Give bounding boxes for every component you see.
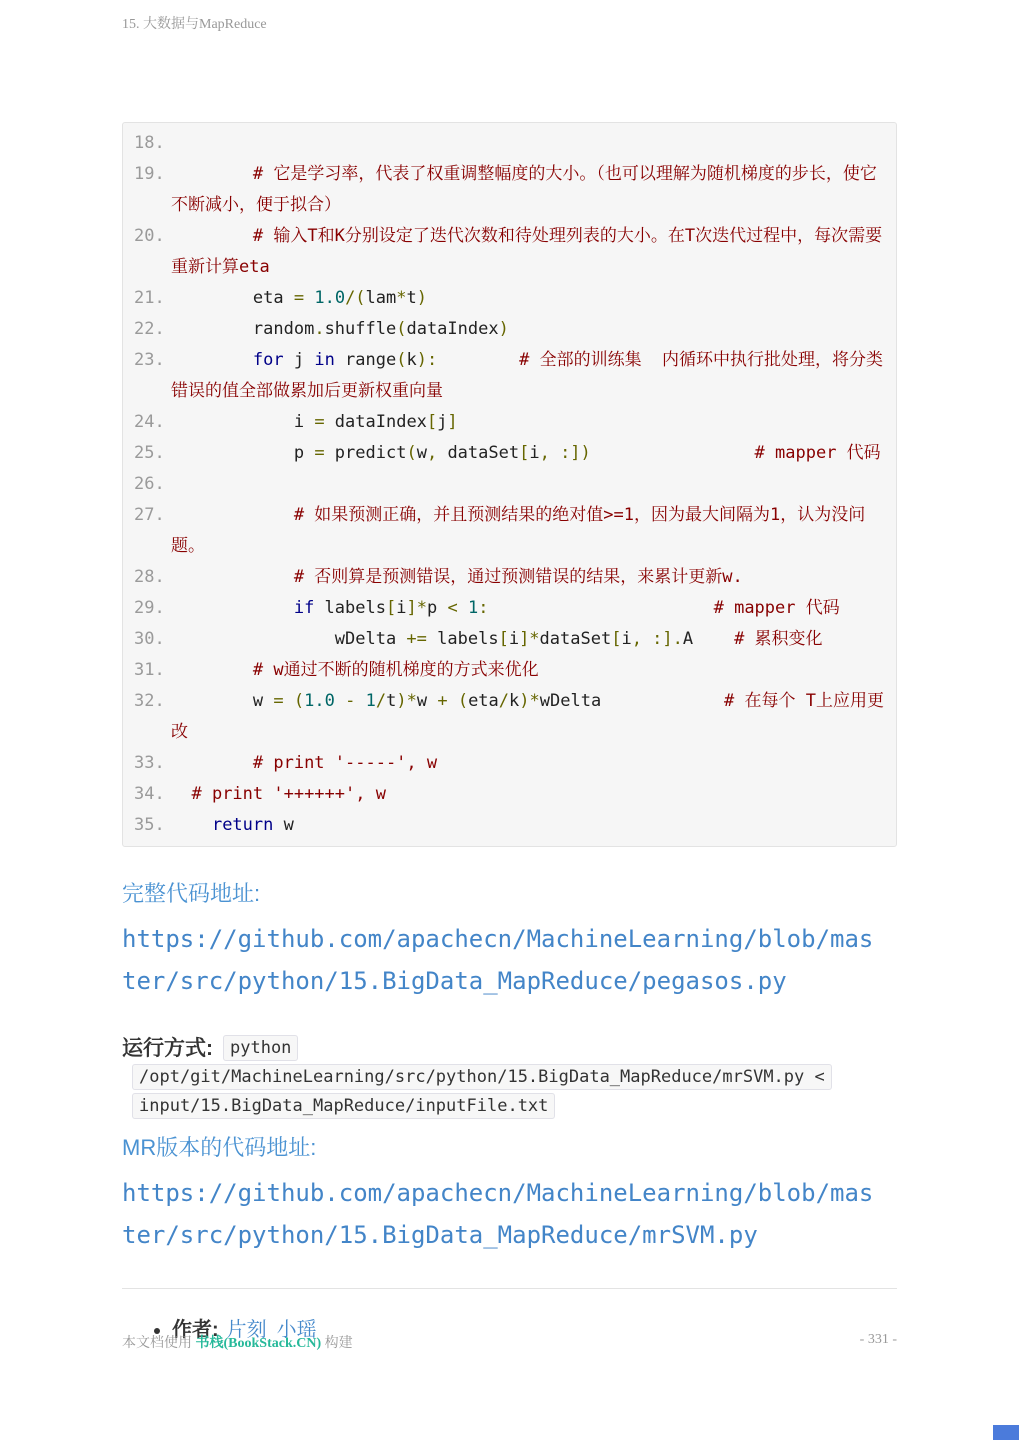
run-method-line (122, 1034, 897, 1121)
code-line (123, 655, 888, 686)
page-content (122, 122, 897, 1342)
line-number: 35. (134, 815, 165, 835)
code-line-content: p = predict(w, dataSet[i, :]) # mapper 代码 (171, 443, 881, 463)
code-line-content: random.shuffle(dataIndex) (171, 319, 509, 339)
code-line (123, 624, 888, 655)
footer-prefix: 本文档使用 (122, 1336, 196, 1351)
code-line (123, 562, 888, 593)
line-number: 27. (134, 505, 165, 525)
line-number: 22. (134, 319, 165, 339)
line-number: 19. (134, 164, 165, 184)
line-number: 26. (134, 474, 165, 494)
footer-brand-link[interactable]: 书栈(BookStack.CN) (195, 1336, 322, 1351)
full-code-url-link[interactable]: https://github.com/apachecn/MachineLearning/blob/master/src/python/15.BigData_MapReduce/pegasos.py (122, 925, 874, 995)
code-line-content: i = dataIndex[j] (171, 412, 458, 432)
code-line (123, 686, 888, 748)
line-number: 34. (134, 784, 165, 804)
code-line (123, 469, 888, 500)
code-line (123, 810, 888, 841)
code-line (123, 128, 888, 159)
code-line-content: # w通过不断的随机梯度的方式来优化 (252, 660, 539, 680)
run-method-label: 运行方式: (122, 1036, 213, 1060)
code-line-content (171, 128, 888, 159)
code-line-content: wDelta += labels[i]*dataSet[i, :].A # 累积变化 (171, 629, 823, 649)
code-line (123, 345, 888, 407)
code-line (123, 283, 888, 314)
line-number: 24. (134, 412, 165, 432)
line-number: 20. (134, 226, 165, 246)
full-code-url (122, 918, 884, 1002)
line-number: 23. (134, 350, 165, 370)
code-line (123, 407, 888, 438)
code-line (123, 593, 888, 624)
chapter-header: 15. 大数据与MapReduce (122, 17, 267, 32)
footer-build-note (122, 1332, 353, 1352)
code-line (123, 438, 888, 469)
line-number: 30. (134, 629, 165, 649)
code-line-content: # 它是学习率，代表了权重调整幅度的大小。（也可以理解为随机梯度的步长，使它不断减小，便于拟合） (171, 164, 877, 215)
code-line-content: if labels[i]*p < 1: # mapper 代码 (293, 598, 840, 618)
mr-code-label: MR版本的代码地址: (122, 1135, 317, 1160)
code-line (123, 221, 888, 283)
scrollbar-thumb[interactable] (993, 1425, 1019, 1440)
mr-code-url-link[interactable]: https://github.com/apachecn/MachineLearning/blob/master/src/python/15.BigData_MapReduce/mrSVM.py (122, 1179, 874, 1249)
code-line (123, 500, 888, 562)
code-line-content: eta = 1.0/(lam*t) (171, 288, 428, 308)
code-line (123, 748, 888, 779)
code-line (123, 779, 888, 810)
code-line-content: # 输入T和K分别设定了迭代次数和待处理列表的大小。在T次迭代过程中，每次需要重新计算eta (171, 226, 883, 277)
code-line-content: return w (211, 815, 294, 835)
line-number: 28. (134, 567, 165, 587)
code-line-content: # print '-----', w (252, 753, 438, 773)
author-link-1[interactable]: 片刻 (226, 1319, 267, 1341)
footer-suffix: 构建 (321, 1336, 353, 1351)
code-line (123, 159, 888, 221)
code-line-content: # print '++++++', w (191, 784, 386, 804)
line-number: 18. (134, 133, 165, 153)
code-line (123, 314, 888, 345)
mr-code-url (122, 1172, 884, 1256)
code-line-content: # 如果预测正确，并且预测结果的绝对值>=1，因为最大间隔为1，认为没问题。 (171, 505, 866, 556)
line-number: 32. (134, 691, 165, 711)
author-link-2[interactable]: 小瑶 (276, 1319, 317, 1341)
code-block (122, 122, 897, 847)
page-footer (122, 1332, 897, 1352)
line-number: 31. (134, 660, 165, 680)
line-number: 25. (134, 443, 165, 463)
line-number: 29. (134, 598, 165, 618)
code-line-content: w = (1.0 - 1/t)*w + (eta/k)*wDelta # 在每个 T上应用更改 (171, 691, 884, 742)
full-code-label: 完整代码地址: (122, 881, 261, 906)
code-line-content: for j in range(k): # 全部的训练集 内循环中执行批处理，将分类错误的值全部做累加后更新权重向量 (171, 350, 884, 401)
run-command-code: python /opt/git/MachineLearning/src/python/15.BigData_MapReduce/mrSVM.py < input/15.BigData_MapReduce/inputFile.txt (132, 1035, 832, 1119)
line-number: 33. (134, 753, 165, 773)
divider (122, 1288, 897, 1289)
author-label: 作者: (172, 1319, 219, 1341)
code-line-content (171, 469, 888, 500)
line-number: 21. (134, 288, 165, 308)
code-line-content: # 否则算是预测错误，通过预测错误的结果，来累计更新w. (293, 567, 743, 587)
page-number: - 331 - (859, 1332, 897, 1347)
